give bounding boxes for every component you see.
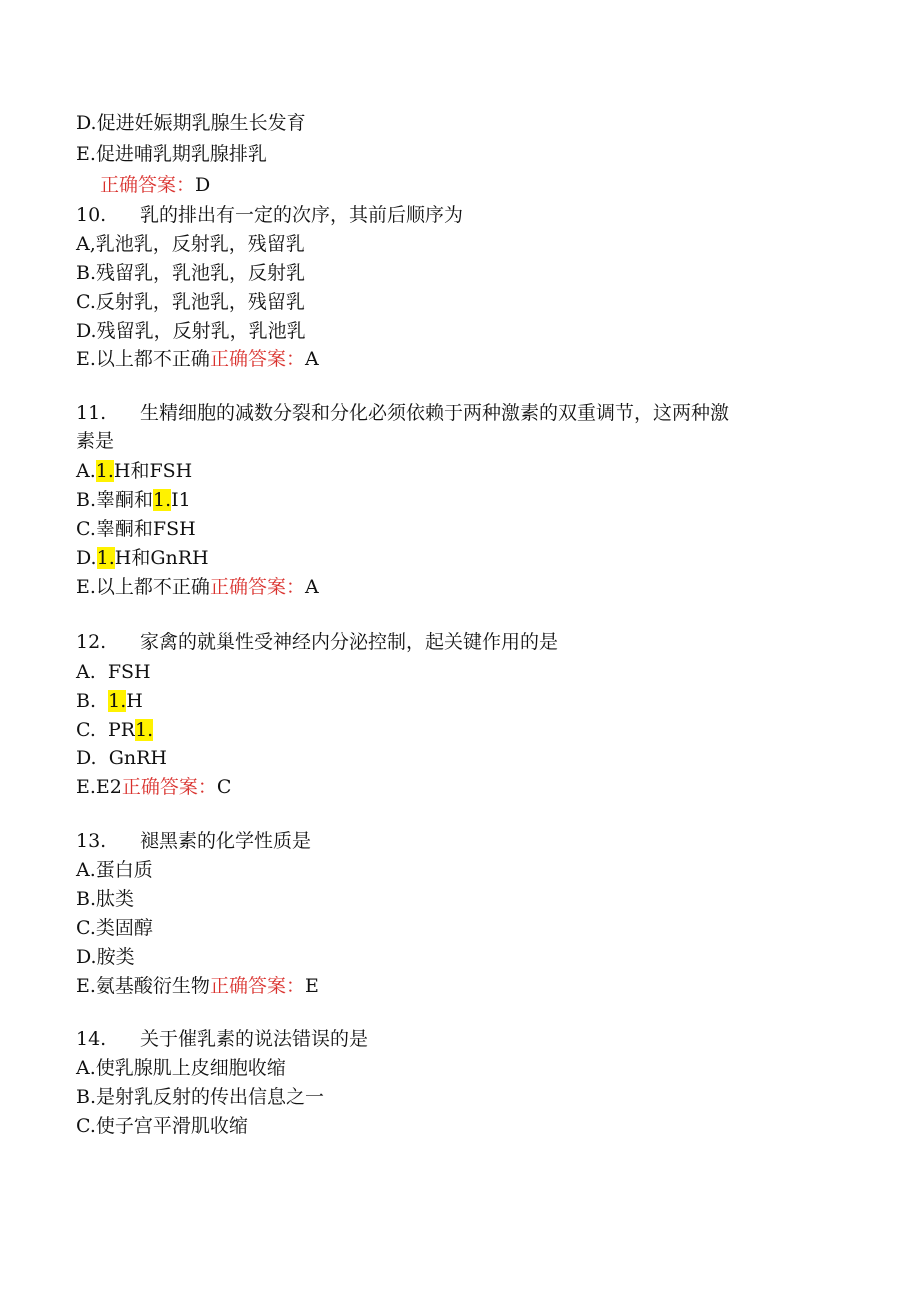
q11-question: 11. 生精细胞的减数分裂和分化必须依赖于两种激素的双重调节，这两种激 xyxy=(76,402,730,424)
q11-option-a: A.1.H和FSH xyxy=(76,460,193,482)
q10-option-c: C.反射乳，乳池乳，残留乳 xyxy=(76,291,305,313)
q11-option-b: B.睾酮和1.I1 xyxy=(76,489,191,511)
q10-question: 10. 乳的排出有一定的次序，其前后顺序为 xyxy=(76,204,464,226)
q13-option-a: A.蛋白质 xyxy=(76,859,153,881)
q14-question: 14. 关于催乳素的说法错误的是 xyxy=(76,1028,369,1050)
q13-option-b: B.肽类 xyxy=(76,888,135,910)
q9-option-e: E.促进哺乳期乳腺排乳 xyxy=(76,143,267,165)
q12-question: 12. 家禽的就巢性受神经内分泌控制，起关键作用的是 xyxy=(76,631,559,653)
q9-answer: 正确答案：D xyxy=(100,174,211,196)
q13-option-d: D.胺类 xyxy=(76,946,135,968)
q13-option-c: C.类固醇 xyxy=(76,917,153,939)
q14-option-a: A.使乳腺肌上皮细胞收缩 xyxy=(76,1057,286,1079)
q12-option-c: C. PR1. xyxy=(76,719,154,741)
q10-option-b: B.残留乳，乳池乳，反射乳 xyxy=(76,262,306,284)
q12-option-a: A. FSH xyxy=(76,661,151,683)
q14-option-b: B.是射乳反射的传出信息之一 xyxy=(76,1086,325,1108)
q11-option-e: E.以上都不正确正确答案：A xyxy=(76,576,319,598)
q13-option-e: E.氨基酸衍生物正确答案：E xyxy=(76,975,319,997)
q11-question-cont: 素是 xyxy=(76,430,115,452)
q12-option-d: D. GnRH xyxy=(76,747,167,769)
q12-option-b: B. 1.H xyxy=(76,690,143,712)
q10-option-e: E.以上都不正确正确答案：A xyxy=(76,348,319,370)
q10-option-d: D.残留乳，反射乳，乳池乳 xyxy=(76,320,306,342)
q13-question: 13. 褪黑素的化学性质是 xyxy=(76,830,312,852)
q12-option-e: E.E2正确答案：C xyxy=(76,776,232,798)
q11-option-d: D.1.H和GnRH xyxy=(76,547,209,569)
q11-option-c: C.睾酮和FSH xyxy=(76,518,196,540)
q14-option-c: C.使子宫平滑肌收缩 xyxy=(76,1115,248,1137)
q9-option-d: D.促进妊娠期乳腺生长发育 xyxy=(76,112,306,134)
q10-option-a: A,乳池乳，反射乳，残留乳 xyxy=(76,233,305,255)
